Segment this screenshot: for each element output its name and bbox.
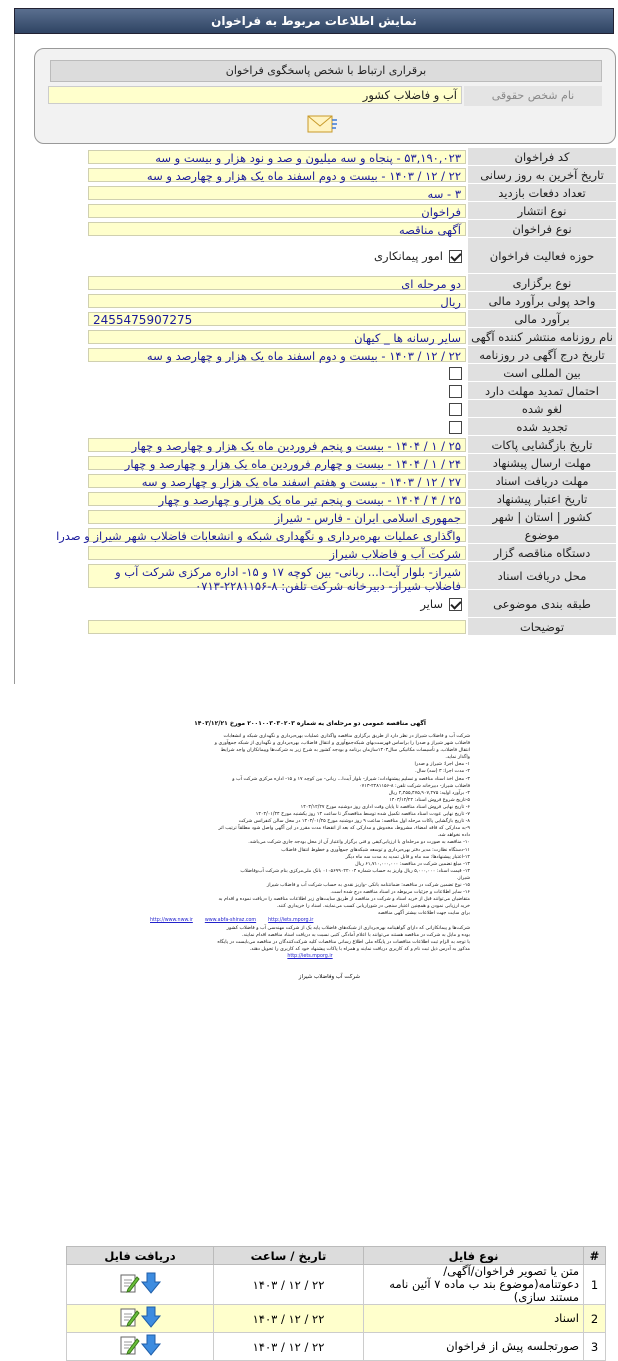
- ad-links: [150, 917, 470, 924]
- field-label: بین المللی است: [468, 364, 616, 382]
- field-label: احتمال تمدید مهلت دارد: [468, 382, 616, 400]
- field-checkbox-wrap: [374, 238, 462, 274]
- field-row: [16, 202, 616, 220]
- ad-line: با توجه به الزام ثبت اطلاعات مناقصات در پایگاه ملی اطلاع رسانی مناقصات کلیه شرکت‌کنندگان در مناقصه می‌بایست در پایگاه: [217, 939, 470, 945]
- field-row: [16, 618, 616, 636]
- page-header: نمایش اطلاعات مربوط به فراخوان: [14, 8, 614, 34]
- field-row: [16, 418, 616, 436]
- field-value: دو مرحله ای: [88, 276, 466, 290]
- field-row: [16, 220, 616, 238]
- ad-line: خرید ارزیابی نمودن و همچنین اعتبار سنجی در شوراریابی کسب می‌نمایند. اسناد را خریداری کنند.: [276, 904, 470, 910]
- field-value: ۲۷ / ۱۲ / ۱۴۰۳ - بیست و هفتم اسفند ماه یک هزار و چهارصد و سه: [88, 474, 466, 488]
- field-label: لغو شده: [468, 400, 616, 418]
- ad-line: ۵-تاریخ شروع فروش اسناد: ۱۴۰۳/۱۲/۲۲: [389, 797, 470, 803]
- file-num: 1: [584, 1265, 606, 1305]
- checkbox[interactable]: [449, 403, 462, 416]
- field-value: ۳ - سه: [88, 186, 466, 200]
- ad-line: ۹-به مدارکی که فاقد امضاء، مشروط، مخدوش و مدارکی که بعد از انقضاء مدت مقرر در این آگهی واصل شود مطلقاً ترتیب اثر: [218, 826, 470, 832]
- field-label: موضوع: [468, 526, 616, 544]
- field-row: [16, 310, 616, 328]
- tender-ad-image: [150, 720, 470, 1190]
- field-value: ۲۲ / ۱۲ / ۱۴۰۳ - بیست و دوم اسفند ماه یک هزار و چهارصد و سه: [88, 348, 466, 362]
- col-num: #: [584, 1247, 606, 1265]
- field-row: [16, 490, 616, 508]
- field-value: فراخوان: [88, 204, 466, 218]
- ad-line: برای سایت جهت اطلاعات بیشتر آگهی مناقصه: [378, 911, 470, 917]
- ad-body: [150, 733, 470, 960]
- field-value: سایر رسانه ها _ کیهان: [88, 330, 466, 344]
- contact-label: نام شخص حقوقی: [464, 86, 602, 106]
- field-value: ۲۵ / ۱ / ۱۴۰۴ - بیست و پنجم فروردین ماه یک هزار و چهارصد و چهار: [88, 438, 466, 452]
- ad-line: ۴- برآورد اولیه: ۲,۴۵۵,۴۷۵,۹۰۷,۲۷۵ ریال: [388, 790, 470, 796]
- field-checkbox-wrap: [443, 400, 462, 418]
- ad-line: شیراز.: [456, 875, 470, 881]
- field-label: دستگاه مناقصه گزار: [468, 544, 616, 562]
- field-value: شرکت آب و فاضلاب شیراز: [88, 546, 466, 560]
- table-row: [67, 1265, 606, 1305]
- files-table: [66, 1246, 606, 1361]
- ad-line: ۱- محل اجرا: شیراز و صدرا: [414, 762, 470, 768]
- download-arrow-icon[interactable]: [141, 1272, 161, 1294]
- field-checkbox-wrap: [443, 364, 462, 382]
- field-value: 2455475907275: [88, 312, 466, 326]
- field-checkbox-wrap: [443, 418, 462, 436]
- ad-line: متقاضیان می‌توانند قبل از خرید اسناد و شرکت در مناقصه از طریق سایت‌های زیر اطلاعات مناقصه را دریافت نموده و اقدام به: [218, 897, 470, 903]
- field-label: نوع فراخوان: [468, 220, 616, 238]
- field-value: جمهوری اسلامی ایران - فارس - شیراز: [88, 510, 466, 524]
- field-label: نوع برگزاری: [468, 274, 616, 292]
- ad-line: شرکت آب و فاضلاب شیراز در نظر دارد از طریق برگزاری مناقصه واگذاری عملیات بهره‌برداری و نگهداری شبکه و انشعابات: [223, 734, 470, 739]
- field-row: [16, 382, 616, 400]
- field-value: شیراز- بلوار آیت‌ا... ربانی- بین کوچه ۱۷ و ۱۵- اداره مرکزی شرکت آب و فاضلاب شیراز- دبیرخانه شرکت تلفن: ۸-۲۲۸۱۱۵۶-۰۷۱۳: [88, 564, 466, 588]
- file-type: متن یا تصویر فراخوان/آگهی/دعوتنامه(موضوع بند ب ماده ۷ آئین نامه مستند سازی): [364, 1265, 584, 1305]
- file-date: ۲۲ / ۱۲ / ۱۴۰۳: [214, 1305, 364, 1333]
- edit-document-icon[interactable]: [119, 1334, 139, 1356]
- field-row: [16, 274, 616, 292]
- field-row: [16, 436, 616, 454]
- ad-line: ۶- تاریخ نهایی فروش اسناد مناقصه تا پایان وقت اداری روز دوشنبه مورخ ۱۴۰۳/۱۲/۲۷: [300, 804, 470, 810]
- field-label: محل دریافت اسناد: [468, 562, 616, 590]
- ad-line: ۱۴- قیمت اسناد: ۵,۰۰۰,۰۰۰ ریال واریز به حساب شماره ۰۱۰۵۶۹۹۰۲۲۰۰۴ بانک ملی‌مرکزی بنام شرکت آب‌وفاضلاب: [240, 868, 470, 874]
- checkbox[interactable]: [449, 421, 462, 434]
- ad-line: فاضلاب شیراز- دبیرخانه شرکت تلفن: ۸-۲۲۸۱۱۵۶-۰۷۱۳: [359, 783, 470, 789]
- field-row: [16, 148, 616, 166]
- download-arrow-icon[interactable]: [141, 1306, 161, 1328]
- field-row: [16, 472, 616, 490]
- field-row: [16, 454, 616, 472]
- field-value: ریال: [88, 294, 466, 308]
- contact-value: آب و فاضلاب کشور: [48, 86, 462, 104]
- field-label: تاریخ بازگشایی پاکات: [468, 436, 616, 454]
- field-label: واحد پولی برآورد مالی: [468, 292, 616, 310]
- ad-line: ۸- تاریخ بازگشایی پاکات مرحله اول مناقصه: ساعت ۹ روز دوشنبه مورخ ۱۴۰۴/۰۱/۲۵ در محل سالن کنفرانس شرکت: [238, 819, 470, 825]
- ad-line: ۱۳- مبلغ تضمین شرکت در مناقصه: ۶۱,۷۱۰,۰۰۰,۰۰۰ ریال: [355, 861, 470, 867]
- ad-line: بوده و مایل به شرکت در مناقصه هستند می‌توانند با اعلام آمادگی کتبی نسبت به دریافت اسناد مناقصه اقدام نمایند.: [242, 932, 470, 938]
- edit-document-icon[interactable]: [119, 1272, 139, 1294]
- field-label: نوع انتشار: [468, 202, 616, 220]
- field-row: [16, 526, 616, 544]
- checkbox[interactable]: [449, 367, 462, 380]
- envelope-icon[interactable]: [306, 112, 338, 136]
- frame-border: [14, 34, 15, 684]
- file-download-cell: [67, 1333, 214, 1361]
- ad-line: مذکور به آدرس ذیل ثبت نام و کد کاربری دریافت نمایند و همراه با پاکات پیشنهاد خود کد کاربری را تحویل دهند.: [249, 946, 470, 952]
- checkbox[interactable]: [449, 598, 462, 611]
- field-row: [16, 346, 616, 364]
- field-value: [88, 620, 466, 634]
- ad-line: ۱۶- سایر اطلاعات و جزئیات مربوطه در اسناد مناقصه درج شده است.: [330, 890, 470, 896]
- file-download-cell: [67, 1265, 214, 1305]
- field-row: [16, 400, 616, 418]
- ad-line: شرکت‌ها و پیمانکارانی که دارای گواهینامه بهره‌برداری از شبکه‌های فاضلاب پایه یک از شرکت مهندسی آب و فاضلاب کشور: [226, 925, 470, 931]
- file-type: اسناد: [364, 1305, 584, 1333]
- ad-line: فاضلاب شهر شیراز و صدرا را براساس فهرست‌بهای شبکه‌جمع‌آوری و انتقال فاضلاب، بهره‌برداری و نگهداری از شبکه جمع‌آوری و: [214, 741, 470, 747]
- field-label: تاریخ درج آگهی در روزنامه: [468, 346, 616, 364]
- field-label: مهلت ارسال پیشنهاد: [468, 454, 616, 472]
- ad-line: ۱۵- نوع تضمین شرکت در مناقصه: ضمانتنامه بانکی -واریز نقدی به حساب شرکت آب و فاضلاب شیراز: [266, 882, 470, 888]
- ad-line: ۳- محل اخذ اسناد مناقصه و تسلیم پیشنهادات: شیراز- بلوار آیت‌ا... ربانی- بین کوچه ۱۷ و ۱۵- اداره مرکزی شرکت آب و: [232, 776, 470, 782]
- edit-document-icon[interactable]: [119, 1306, 139, 1328]
- field-value: آگهی مناقصه: [88, 222, 466, 236]
- checkbox[interactable]: [449, 385, 462, 398]
- ad-signature: شرکت آب وفاضلاب شیراز: [298, 974, 360, 980]
- field-value: واگذاری عملیات بهره‌برداری و نگهداری شبکه و انشعابات فاضلاب شهر شیراز و صدرا: [88, 528, 466, 542]
- field-label: تجدید شده: [468, 418, 616, 436]
- field-label: مهلت دریافت اسناد: [468, 472, 616, 490]
- field-label: حوزه فعالیت فراخوان: [468, 238, 616, 274]
- field-row: [16, 508, 616, 526]
- ad-link-bottom[interactable]: http://iets.mporg.ir: [287, 953, 333, 959]
- table-row: [67, 1333, 606, 1361]
- col-type: نوع فایل: [364, 1247, 584, 1265]
- ad-line: ۷- تاریخ نهایی عودت اسناد مناقصه تکمیل شده توسط مناقصه‌گر تا ساعت ۱۴ روز یکشنبه مورخ ۱۴۰۴/۰۱/۲۴: [255, 812, 470, 818]
- file-num: 2: [584, 1305, 606, 1333]
- ad-line: واگذار نماید.: [445, 755, 470, 761]
- field-label: تعداد دفعات بازدید: [468, 184, 616, 202]
- ad-title: آگهی مناقصه عمومی دو مرحله‌ای به شماره ۲۰۰۱۰۰۳۰۳۰۲۰۳ مورخ ۱۴۰۳/۱۲/۲۱: [194, 720, 426, 727]
- field-checkbox-wrap: [420, 590, 462, 618]
- field-label: کد فراخوان: [468, 148, 616, 166]
- field-row: [16, 590, 616, 618]
- file-date: ۲۲ / ۱۲ / ۱۴۰۳: [214, 1265, 364, 1305]
- field-label: کشور | استان | شهر: [468, 508, 616, 526]
- col-download: دریافت فایل: [67, 1247, 214, 1265]
- contact-title: برقراری ارتباط با شخص پاسخگوی فراخوان: [50, 60, 602, 82]
- field-value: امور پیمانکاری: [374, 249, 443, 263]
- ad-line: داده نخواهد شد.: [437, 833, 470, 839]
- field-row: [16, 562, 616, 593]
- field-value: ۲۴ / ۱ / ۱۴۰۴ - بیست و چهارم فروردین ماه یک هزار و چهارصد و چهار: [88, 456, 466, 470]
- field-label: توضیحات: [468, 618, 616, 636]
- ad-line: ۲- مدت اجرا: ۳ (سه) سال.: [415, 769, 470, 775]
- field-row: [16, 166, 616, 184]
- field-value: ۲۲ / ۱۲ / ۱۴۰۳ - بیست و دوم اسفند ماه یک هزار و چهارصد و سه: [88, 168, 466, 182]
- field-checkbox-wrap: [443, 382, 462, 400]
- field-value: ۲۵ / ۴ / ۱۴۰۴ - بیست و پنجم تیر ماه یک هزار و چهارصد و چهار: [88, 492, 466, 506]
- field-row: [16, 544, 616, 562]
- field-row: [16, 364, 616, 382]
- ad-link[interactable]: http://iets.mporg.ir: [268, 918, 314, 924]
- ad-line: ۱۱-دستگاه نظارت: مدیر دفتر بهره‌برداری و توسعه شبکه‌های جمع‌آوری و خطوط انتقال فاضلاب: [281, 847, 470, 853]
- file-download-cell: [67, 1305, 214, 1333]
- field-value: ۵۳,۱۹۰,۰۲۳ - پنجاه و سه میلیون و صد و نود هزار و بیست و سه: [88, 150, 466, 164]
- checkbox[interactable]: [449, 250, 462, 263]
- field-label: طبقه بندی موضوعی: [468, 590, 616, 618]
- ad-link[interactable]: www.abfa-shiraz.com: [204, 918, 257, 924]
- file-type: صورتجلسه پیش از فراخوان: [364, 1333, 584, 1361]
- ad-line: انتقال فاضلاب، و تأسیسات مکانیکی سال۱۴۰۳سازمان برنامه و بودجه کشور به شرح زیر به شرکت‌ها وپیمانکاران واجد شرایط: [220, 748, 470, 754]
- field-label: نام روزنامه منتشر کننده آگهی: [468, 328, 616, 346]
- table-row: [67, 1305, 606, 1333]
- field-row: [16, 238, 616, 274]
- ad-line: ۱۲-اعتبار پیشنهادها: سه ماه و قابل تمدید به مدت سه ماه دیگر: [345, 854, 470, 860]
- field-label: تاریخ اعتبار پیشنهاد: [468, 490, 616, 508]
- ad-line: ۱۰- مناقصه به صورت دو مرحله‌ای با ارزیابی‌کیفی و فنی برگزار واعتبار آن از محل بودجه جاری شرکت می‌باشد.: [248, 840, 470, 846]
- field-row: [16, 328, 616, 346]
- field-value: سایر: [420, 597, 443, 611]
- field-label: تاریخ آخرین به روز رسانی: [468, 166, 616, 184]
- file-date: ۲۲ / ۱۲ / ۱۴۰۳: [214, 1333, 364, 1361]
- field-label: برآورد مالی: [468, 310, 616, 328]
- ad-link[interactable]: http://www.nww.ir: [150, 918, 193, 924]
- field-row: [16, 292, 616, 310]
- field-row: [16, 184, 616, 202]
- download-arrow-icon[interactable]: [141, 1334, 161, 1356]
- file-num: 3: [584, 1333, 606, 1361]
- col-date: تاریخ / ساعت: [214, 1247, 364, 1265]
